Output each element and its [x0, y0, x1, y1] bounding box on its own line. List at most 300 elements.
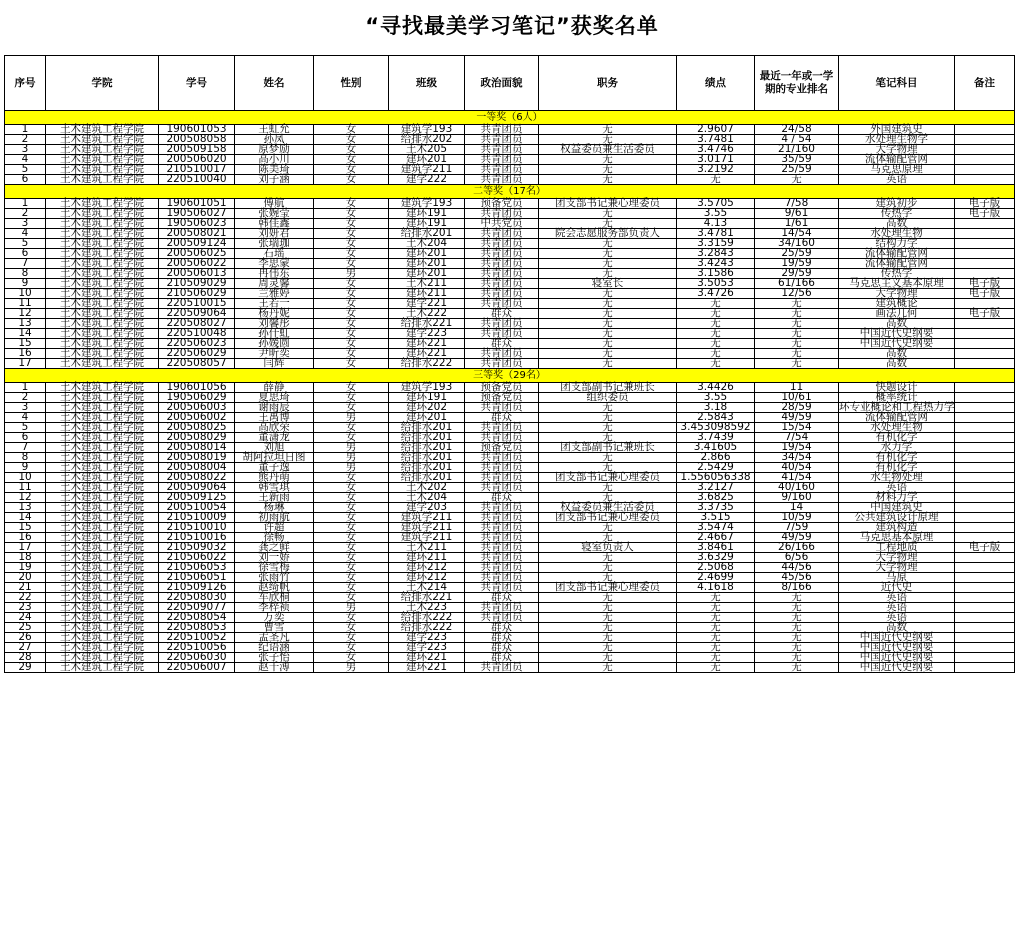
table-cell: 女 — [314, 543, 389, 553]
table-cell — [955, 603, 1015, 613]
table-cell: 建学223 — [389, 329, 465, 339]
table-cell: 无 — [677, 643, 755, 653]
table-cell: 建环201 — [389, 155, 465, 165]
table-cell: 高数 — [839, 359, 955, 369]
table-cell: 200506013 — [159, 269, 235, 279]
table-cell: 王虹允 — [235, 125, 314, 135]
table-cell: 4.13 — [677, 219, 755, 229]
table-cell: 8 — [5, 453, 46, 463]
table-cell: 无 — [539, 613, 677, 623]
table-cell: 200508058 — [159, 135, 235, 145]
table-cell: 土木建筑工程学院 — [46, 653, 159, 663]
table-cell: 建学222 — [389, 175, 465, 185]
table-cell: 建环191 — [389, 393, 465, 403]
table-cell: 女 — [314, 573, 389, 583]
table-cell: 无 — [539, 155, 677, 165]
table-cell: 女 — [314, 359, 389, 369]
table-cell: 水处理生物 — [839, 423, 955, 433]
table-cell: 14 — [5, 329, 46, 339]
table-cell — [955, 219, 1015, 229]
table-cell: 电子版 — [955, 289, 1015, 299]
table-cell: 44/56 — [755, 563, 839, 573]
table-cell: 电子版 — [955, 279, 1015, 289]
table-cell — [955, 403, 1015, 413]
table-cell: 无 — [539, 135, 677, 145]
table-cell: 220506029 — [159, 349, 235, 359]
table-cell: 土木建筑工程学院 — [46, 155, 159, 165]
table-cell: 女 — [314, 145, 389, 155]
table-cell: 无 — [755, 643, 839, 653]
table-cell: 无 — [539, 413, 677, 423]
table-cell: 建环201 — [389, 269, 465, 279]
table-cell: 共青团员 — [465, 473, 539, 483]
table-cell: 张雨竹 — [235, 573, 314, 583]
table-cell: 共青团员 — [465, 145, 539, 155]
table-cell: 190506029 — [159, 393, 235, 403]
table-cell: 41/54 — [755, 473, 839, 483]
table-cell: 共青团员 — [465, 279, 539, 289]
table-cell: 无 — [539, 643, 677, 653]
table-cell: 结构力学 — [839, 239, 955, 249]
table-cell: 快题设计 — [839, 383, 955, 393]
table-cell: 土木建筑工程学院 — [46, 359, 159, 369]
table-cell: 马克思主义基本原理 — [839, 279, 955, 289]
table-cell: 女 — [314, 383, 389, 393]
table-cell: 土木建筑工程学院 — [46, 473, 159, 483]
table-cell: 薛静 — [235, 383, 314, 393]
table-cell: 3.0171 — [677, 155, 755, 165]
table-cell: 高数 — [839, 219, 955, 229]
table-cell: 45/56 — [755, 573, 839, 583]
table-cell: 建环191 — [389, 219, 465, 229]
table-cell: 210506053 — [159, 563, 235, 573]
table-cell: 女 — [314, 209, 389, 219]
table-cell: 3.453098592 — [677, 423, 755, 433]
table-cell: 刘馨彤 — [235, 319, 314, 329]
table-cell: 210506051 — [159, 573, 235, 583]
table-cell: 建学203 — [389, 503, 465, 513]
table-cell: 2.866 — [677, 453, 755, 463]
table-cell: 无 — [755, 319, 839, 329]
table-cell: 3.4243 — [677, 259, 755, 269]
table-cell: 中国近代史纲要 — [839, 329, 955, 339]
table-cell: 3 — [5, 403, 46, 413]
table-cell: 建筑构造 — [839, 523, 955, 533]
table-cell: 女 — [314, 175, 389, 185]
table-cell: 土木建筑工程学院 — [46, 513, 159, 523]
table-cell: 9 — [5, 463, 46, 473]
table-cell: 女 — [314, 523, 389, 533]
table-cell: 土木205 — [389, 145, 465, 155]
table-cell: 14 — [5, 513, 46, 523]
table-row — [5, 663, 1015, 673]
table-cell: 3.2843 — [677, 249, 755, 259]
table-cell: 无 — [539, 329, 677, 339]
table-cell: 土木202 — [389, 483, 465, 493]
table-cell: 15/54 — [755, 423, 839, 433]
table-header — [5, 56, 1015, 111]
table-cell: 无 — [755, 299, 839, 309]
table-cell: 9/61 — [755, 209, 839, 219]
table-cell: 210509032 — [159, 543, 235, 553]
table-cell: 1 — [5, 199, 46, 209]
table-cell: 大学物理 — [839, 553, 955, 563]
table-cell: 24/58 — [755, 125, 839, 135]
table-cell: 土木建筑工程学院 — [46, 249, 159, 259]
table-cell: 土木建筑工程学院 — [46, 229, 159, 239]
table-cell: 6 — [5, 175, 46, 185]
table-cell: 中共党员 — [465, 219, 539, 229]
table-cell: 200508019 — [159, 453, 235, 463]
table-cell: 3.3159 — [677, 239, 755, 249]
column-header: 姓名 — [235, 56, 314, 111]
table-cell: 孙仟虹 — [235, 329, 314, 339]
table-cell: 25/59 — [755, 165, 839, 175]
table-cell: 刘妍君 — [235, 229, 314, 239]
table-cell — [955, 249, 1015, 259]
table-cell: 共青团员 — [465, 523, 539, 533]
table-cell: 200509125 — [159, 493, 235, 503]
table-cell: 3.6825 — [677, 493, 755, 503]
table-cell: 3.55 — [677, 393, 755, 403]
table-cell: 220506030 — [159, 653, 235, 663]
table-cell: 无 — [677, 603, 755, 613]
table-cell: 共青团员 — [465, 453, 539, 463]
table-cell: 土木204 — [389, 239, 465, 249]
table-cell: 土木建筑工程学院 — [46, 269, 159, 279]
table-cell: 共青团员 — [465, 613, 539, 623]
table-cell: 刘子涵 — [235, 175, 314, 185]
table-cell: 给排水201 — [389, 229, 465, 239]
table-cell: 群众 — [465, 633, 539, 643]
table-cell: 无 — [539, 349, 677, 359]
table-cell: 预备党员 — [465, 393, 539, 403]
table-cell: 土木建筑工程学院 — [46, 299, 159, 309]
table-cell: 外国建筑史 — [839, 125, 955, 135]
table-cell: 220506007 — [159, 663, 235, 673]
table-cell — [955, 493, 1015, 503]
page-title: “寻找最美学习笔记”获奖名单 — [365, 14, 659, 38]
table-cell: 无 — [677, 349, 755, 359]
table-cell: 220508054 — [159, 613, 235, 623]
table-cell: 杨丹妮 — [235, 309, 314, 319]
table-cell — [955, 503, 1015, 513]
table-cell: 3 — [5, 219, 46, 229]
table-cell — [955, 523, 1015, 533]
table-cell: 11 — [5, 483, 46, 493]
table-cell — [955, 165, 1015, 175]
table-cell: 共青团员 — [465, 259, 539, 269]
table-cell: 共青团员 — [465, 359, 539, 369]
table-cell: 共青团员 — [465, 155, 539, 165]
table-cell: 土木建筑工程学院 — [46, 573, 159, 583]
table-cell: 建环201 — [389, 259, 465, 269]
table-cell: 建环202 — [389, 403, 465, 413]
table-cell: 40/54 — [755, 463, 839, 473]
table-cell: 土木建筑工程学院 — [46, 289, 159, 299]
table-cell: 组织委员 — [539, 393, 677, 403]
table-cell: 无 — [539, 249, 677, 259]
table-cell: 15 — [5, 339, 46, 349]
table-cell: 建筑学211 — [389, 533, 465, 543]
table-cell: 200508014 — [159, 443, 235, 453]
table-cell: 200506022 — [159, 259, 235, 269]
table-cell: 无 — [755, 663, 839, 673]
table-cell: 女 — [314, 279, 389, 289]
column-header: 政治面貌 — [465, 56, 539, 111]
table-cell: 土木建筑工程学院 — [46, 175, 159, 185]
table-cell: 共青团员 — [465, 209, 539, 219]
table-cell: 13 — [5, 503, 46, 513]
table-cell: 7 — [5, 443, 46, 453]
table-cell: 女 — [314, 483, 389, 493]
table-cell: 给排水222 — [389, 359, 465, 369]
table-cell: 200509124 — [159, 239, 235, 249]
column-header: 备注 — [955, 56, 1015, 111]
table-cell: 2 — [5, 209, 46, 219]
table-cell: 高数 — [839, 319, 955, 329]
table-cell: 200510054 — [159, 503, 235, 513]
table-cell: 建环221 — [389, 339, 465, 349]
table-cell: 女 — [314, 165, 389, 175]
table-cell — [955, 423, 1015, 433]
table-cell: 女 — [314, 393, 389, 403]
table-cell: 3.7481 — [677, 135, 755, 145]
table-cell: 210506029 — [159, 289, 235, 299]
table-cell: 无 — [677, 339, 755, 349]
table-cell: 共青团员 — [465, 503, 539, 513]
table-cell: 3.3735 — [677, 503, 755, 513]
table-cell: 共青团员 — [465, 175, 539, 185]
table-cell — [955, 663, 1015, 673]
table-cell: 220506023 — [159, 339, 235, 349]
table-cell: 无 — [755, 359, 839, 369]
table-cell: 女 — [314, 493, 389, 503]
table-cell: 周灵馨 — [235, 279, 314, 289]
table-cell: 4.1618 — [677, 583, 755, 593]
table-cell: 马克思原理 — [839, 165, 955, 175]
table-cell: 闫辉 — [235, 359, 314, 369]
table-cell: 3.5053 — [677, 279, 755, 289]
table-cell: 土木建筑工程学院 — [46, 623, 159, 633]
table-cell: 英语 — [839, 593, 955, 603]
table-cell: 共青团员 — [465, 423, 539, 433]
table-cell — [955, 339, 1015, 349]
table-cell: 土木214 — [389, 583, 465, 593]
table-cell: 傅航 — [235, 199, 314, 209]
table-cell: 无 — [539, 553, 677, 563]
table-cell: 无 — [539, 463, 677, 473]
table-cell: 无 — [677, 633, 755, 643]
table-cell: 15 — [5, 523, 46, 533]
table-cell: 共青团员 — [465, 329, 539, 339]
table-cell: 200508022 — [159, 473, 235, 483]
table-cell: 7 — [5, 259, 46, 269]
table-cell: 共青团员 — [465, 513, 539, 523]
table-cell: 建筑学211 — [389, 165, 465, 175]
table-cell: 刘一娇 — [235, 553, 314, 563]
table-cell: 无 — [677, 613, 755, 623]
table-cell: 无 — [755, 329, 839, 339]
column-header: 绩点 — [677, 56, 755, 111]
table-cell: 群众 — [465, 653, 539, 663]
table-cell: 200508029 — [159, 433, 235, 443]
table-cell: 共青团员 — [465, 165, 539, 175]
table-cell: 10 — [5, 473, 46, 483]
table-cell: 女 — [314, 503, 389, 513]
table-cell: 无 — [539, 299, 677, 309]
table-cell: 传热学 — [839, 209, 955, 219]
table-cell — [955, 553, 1015, 563]
table-cell: 190506023 — [159, 219, 235, 229]
table-cell: 群众 — [465, 493, 539, 503]
table-cell: 共青团员 — [465, 249, 539, 259]
table-cell: 13 — [5, 319, 46, 329]
table-cell: 给排水201 — [389, 443, 465, 453]
table-cell: 6/56 — [755, 553, 839, 563]
table-cell: 9 — [5, 279, 46, 289]
table-cell — [955, 613, 1015, 623]
table-cell: 徐雪梅 — [235, 563, 314, 573]
table-cell: 无 — [755, 613, 839, 623]
table-cell: 3.4746 — [677, 145, 755, 155]
table-cell: 土木建筑工程学院 — [46, 453, 159, 463]
table-cell: 女 — [314, 239, 389, 249]
table-cell: 建环201 — [389, 249, 465, 259]
table-cell: 49/59 — [755, 413, 839, 423]
table-cell: 王新雨 — [235, 493, 314, 503]
table-cell: 材料力学 — [839, 493, 955, 503]
table-cell: 无 — [539, 125, 677, 135]
table-cell: 电子版 — [955, 209, 1015, 219]
table-cell: 无 — [677, 593, 755, 603]
table-cell: 公共建筑设计原理 — [839, 513, 955, 523]
table-cell: 土木建筑工程学院 — [46, 503, 159, 513]
table-cell: 12/56 — [755, 289, 839, 299]
table-cell: 寝室长 — [539, 279, 677, 289]
table-cell: 建筑学211 — [389, 523, 465, 533]
table-cell: 4 — [5, 155, 46, 165]
table-cell: 流体输配管网 — [839, 259, 955, 269]
award-table — [4, 55, 1015, 673]
table-cell: 英语 — [839, 613, 955, 623]
table-cell: 3.2127 — [677, 483, 755, 493]
table-cell: 3.5474 — [677, 523, 755, 533]
table-cell: 女 — [314, 155, 389, 165]
table-cell: 3.2192 — [677, 165, 755, 175]
table-cell: 共青团员 — [465, 125, 539, 135]
table-cell: 6 — [5, 433, 46, 443]
table-cell: 土木建筑工程学院 — [46, 603, 159, 613]
table-cell: 给排水201 — [389, 433, 465, 443]
table-cell: 23 — [5, 603, 46, 613]
table-cell: 28 — [5, 653, 46, 663]
table-cell: 210510010 — [159, 523, 235, 533]
table-cell: 土木建筑工程学院 — [46, 443, 159, 453]
table-cell: 220509064 — [159, 309, 235, 319]
table-cell: 3.7439 — [677, 433, 755, 443]
table-cell: 寝室负责人 — [539, 543, 677, 553]
table-cell: 共青团员 — [465, 289, 539, 299]
table-cell: 共青团员 — [465, 269, 539, 279]
table-cell: 无 — [539, 309, 677, 319]
table-cell: 土木建筑工程学院 — [46, 483, 159, 493]
table-cell: 26 — [5, 633, 46, 643]
table-cell: 共青团员 — [465, 463, 539, 473]
table-cell: 18 — [5, 553, 46, 563]
table-cell: 210510009 — [159, 513, 235, 523]
table-cell: 李梓祯 — [235, 603, 314, 613]
table-row — [5, 359, 1015, 369]
table-cell: 2.4699 — [677, 573, 755, 583]
column-header: 职务 — [539, 56, 677, 111]
table-cell: 土木建筑工程学院 — [46, 493, 159, 503]
table-cell: 共青团员 — [465, 319, 539, 329]
table-cell: 无 — [539, 269, 677, 279]
table-cell: 210506022 — [159, 553, 235, 563]
table-cell — [955, 349, 1015, 359]
table-cell: 无 — [755, 593, 839, 603]
table-cell: 土木建筑工程学院 — [46, 219, 159, 229]
table-cell: 女 — [314, 593, 389, 603]
table-cell: 200506020 — [159, 155, 235, 165]
table-cell: 2.5429 — [677, 463, 755, 473]
table-cell: 土木204 — [389, 493, 465, 503]
table-cell: 无 — [677, 329, 755, 339]
table-cell: 200508025 — [159, 423, 235, 433]
table-cell: 水生物处理 — [839, 473, 955, 483]
table-cell: 预备党员 — [465, 383, 539, 393]
table-cell: 12 — [5, 493, 46, 503]
table-cell: 团支部副书记兼班长 — [539, 383, 677, 393]
table-cell: 土木223 — [389, 603, 465, 613]
table-cell: 220510015 — [159, 299, 235, 309]
table-cell: 群众 — [465, 593, 539, 603]
table-cell: 5 — [5, 239, 46, 249]
table-cell: 共青团员 — [465, 603, 539, 613]
table-cell: 无 — [677, 309, 755, 319]
table-cell: 无 — [755, 309, 839, 319]
table-cell: 预备党员 — [465, 199, 539, 209]
table-cell: 19/59 — [755, 259, 839, 269]
table-cell: 女 — [314, 423, 389, 433]
table-cell: 无 — [539, 493, 677, 503]
table-cell: 马克思基本原理 — [839, 533, 955, 543]
table-cell: 女 — [314, 473, 389, 483]
table-cell: 女 — [314, 219, 389, 229]
table-cell: 土木建筑工程学院 — [46, 553, 159, 563]
table-cell: 团支部副书记兼班长 — [539, 443, 677, 453]
table-cell — [955, 463, 1015, 473]
table-cell: 原梦励 — [235, 145, 314, 155]
table-cell: 土木建筑工程学院 — [46, 339, 159, 349]
table-cell: 中国建筑史 — [839, 503, 955, 513]
table-cell: 许超 — [235, 523, 314, 533]
table-cell: 无 — [539, 289, 677, 299]
table-cell: 共青团员 — [465, 349, 539, 359]
table-cell: 流体输配管网 — [839, 249, 955, 259]
table-cell — [955, 393, 1015, 403]
table-cell: 无 — [539, 663, 677, 673]
table-cell — [955, 443, 1015, 453]
table-cell — [955, 473, 1015, 483]
table-cell: 无 — [677, 663, 755, 673]
table-cell: 张瑞珈 — [235, 239, 314, 249]
table-cell: 团支部书记兼心理委员 — [539, 473, 677, 483]
table-cell: 10 — [5, 289, 46, 299]
table-cell: 预备党员 — [465, 443, 539, 453]
table-cell: 女 — [314, 403, 389, 413]
